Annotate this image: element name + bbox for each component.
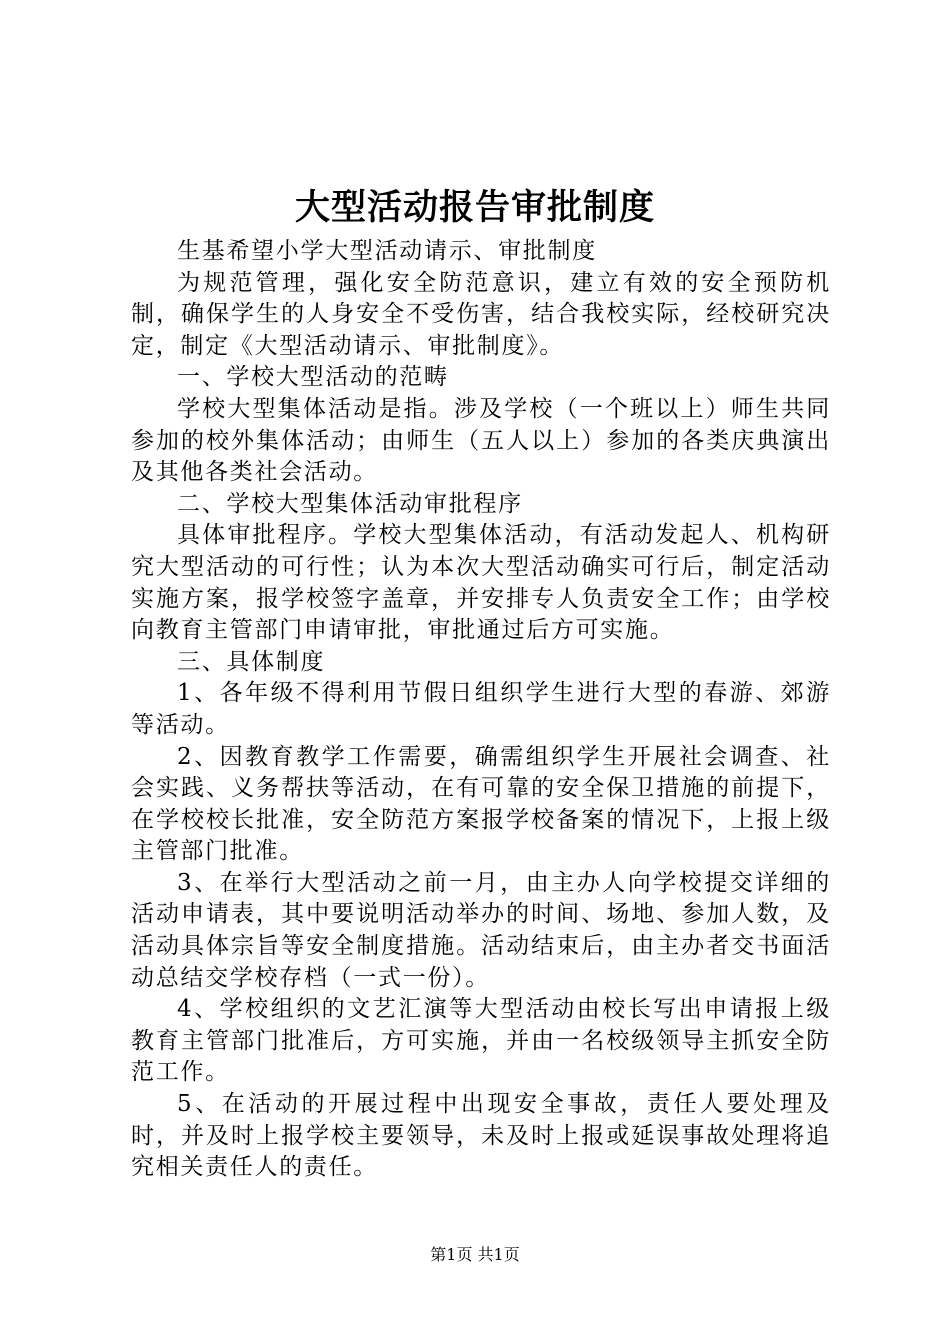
- page-number-footer: 第1页 共1页: [430, 1245, 520, 1264]
- section-heading-2: 二、学校大型集体活动审批程序: [177, 490, 523, 517]
- document-title: 大型活动报告审批制度: [294, 187, 655, 228]
- rule-item-4: 4、学校组织的文艺汇演等大型活动由校长写出申请报上级教育主管部门批准后，方可实施，并由一名校级领导主抓安全防范工作。: [131, 996, 831, 1086]
- rule-item-2: 2、因教育教学工作需要，确需组织学生开展社会调查、社会实践、义务帮扶等活动，在有可靠的安全保卫措施的前提下，在学校校长批准，安全防范方案报学校备案的情况下，上报上级主管部门批准。: [131, 743, 831, 865]
- paragraph-intro: 为规范管理，强化安全防范意识，建立有效的安全预防机制，确保学生的人身安全不受伤害，结合我校实际，经校研究决定，制定《大型活动请示、审批制度》。: [131, 269, 831, 359]
- section-heading-3: 三、具体制度: [177, 648, 326, 675]
- document-body: [131, 236, 831, 1184]
- paragraph-procedure: 具体审批程序。学校大型集体活动，有活动发起人、机构研究大型活动的可行性；认为本次大型活动确实可行后，制定活动实施方案，报学校签字盖章，并安排专人负责安全工作；由学校向教育主管部门申请审批，审批通过后方可实施。: [131, 522, 831, 644]
- rule-item-1: 1、各年级不得利用节假日组织学生进行大型的春游、郊游等活动。: [131, 680, 831, 738]
- rule-item-5: 5、在活动的开展过程中出现安全事故，责任人要处理及时，并及时上报学校主要领导，未及时上报或延误事故处理将追究相关责任人的责任。: [131, 1091, 831, 1181]
- paragraph-subtitle: 生基希望小学大型活动请示、审批制度: [177, 238, 597, 264]
- rule-item-3: 3、在举行大型活动之前一月，由主办人向学校提交详细的活动申请表，其中要说明活动举办的时间、场地、参加人数，及活动具体宗旨等安全制度措施。活动结束后，由主办者交书面活动总结交学校存档（一式一份）。: [131, 869, 831, 991]
- paragraph-scope: 学校大型集体活动是指。涉及学校（一个班以上）师生共同参加的校外集体活动；由师生（五人以上）参加的各类庆典演出及其他各类社会活动。: [131, 395, 831, 486]
- section-heading-1: 一、学校大型活动的范畴: [177, 364, 449, 391]
